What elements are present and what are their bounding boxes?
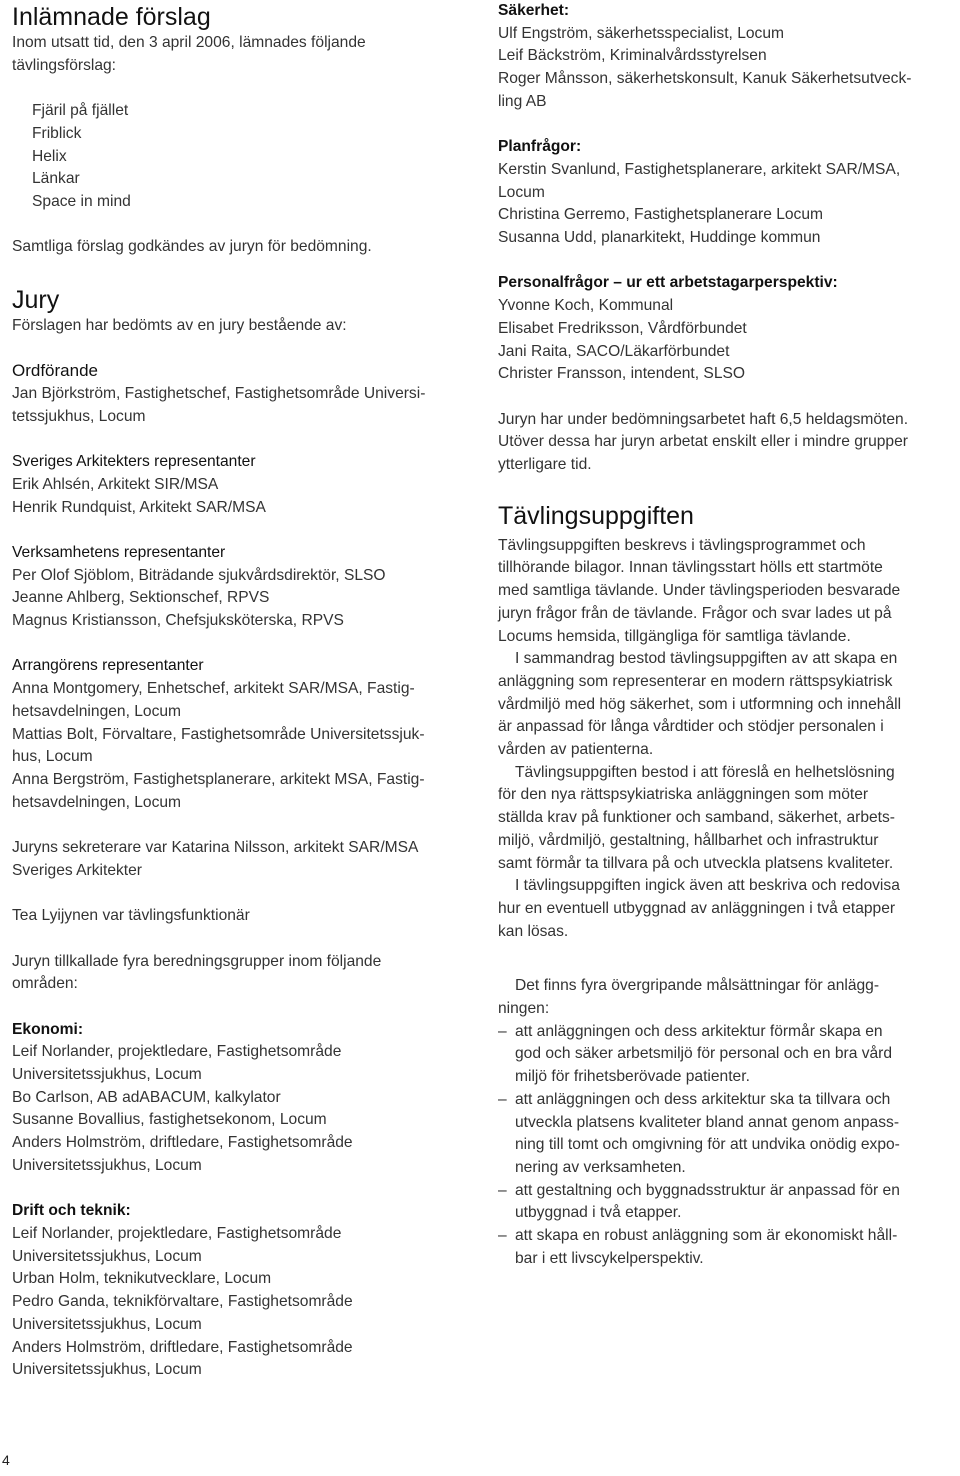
- sak-heading: Säkerhet:: [498, 2, 570, 19]
- eco-line: Anders Holmström, driftledare, Fastighetsområde: [12, 1134, 353, 1152]
- secretary-text: [12, 837, 474, 882]
- eco-list: [12, 1041, 474, 1177]
- arr-line: hus, Locum: [12, 748, 93, 766]
- sak-line: Leif Bäckström, Kriminalvårdsstyrelsen: [498, 47, 767, 65]
- arr-line: Mattias Bolt, Förvaltare, Fastighetsområde Universitetssjuk-: [12, 725, 425, 743]
- sa-list: [12, 474, 474, 519]
- task-p4-line: hur en eventuell utbyggnad av anläggningen i två etapper: [498, 899, 896, 917]
- goal-item: [498, 1089, 953, 1180]
- pers-line: Elisabet Fredriksson, Vårdförbundet: [498, 319, 747, 337]
- section-title-submitted: Inlämnade förslag: [12, 3, 211, 31]
- intro-line-2: tävlingsförslag:: [12, 56, 117, 74]
- goals-intro-line: ningen:: [498, 1000, 550, 1018]
- drift-line: Universitetssjukhus, Locum: [12, 1247, 202, 1265]
- meetings-text: [498, 409, 953, 477]
- verk-heading: Verksamhetens representanter: [12, 543, 226, 561]
- secretary-line: Sveriges Arkitekter: [12, 861, 142, 879]
- sak-line: Ulf Engström, säkerhetsspecialist, Locum: [498, 24, 784, 42]
- drift-list: [12, 1223, 474, 1382]
- groups-intro: [12, 951, 474, 996]
- task-p1-line: Tävlingsuppgiften beskrevs i tävlingsprogrammet och: [498, 536, 866, 554]
- task-p3-line: miljö, vårdmiljö, gestaltning, hållbarhet och infrastruktur: [498, 831, 879, 849]
- task-p2-line: är anpassad för långa vårdtider och stödjer personalen i: [498, 718, 884, 736]
- verk-member: Jeanne Ahlberg, Sektionschef, RPVS: [12, 589, 270, 607]
- eco-heading: Ekonomi:: [12, 1020, 84, 1038]
- verk-member: Per Olof Sjöblom, Biträdande sjukvårdsdirektör, SLSO: [12, 566, 386, 584]
- goals-list: [498, 1021, 953, 1271]
- pers-line: Yvonne Koch, Kommunal: [498, 297, 674, 315]
- sa-heading: Sveriges Arkitekters representanter: [12, 453, 256, 471]
- goal-line: utbyggnad i två etapper.: [515, 1204, 682, 1222]
- task-paragraph-4: [498, 875, 953, 943]
- page-number: 4: [2, 1452, 10, 1468]
- arr-line: Anna Bergström, Fastighetsplanerare, arkitekt MSA, Fastig-: [12, 771, 425, 788]
- meetings-line: Juryn har under bedömningsarbetet haft 6,5 heldagsmöten.: [498, 410, 909, 428]
- drift-heading: Drift och teknik:: [12, 1202, 131, 1220]
- meetings-line: Utöver dessa har juryn arbetat enskilt eller i mindre grupper: [498, 433, 908, 451]
- plan-list: [498, 159, 953, 250]
- goal-item: [498, 1225, 953, 1270]
- goal-line: nering av verksamheten.: [515, 1159, 686, 1176]
- section-title-task: Tävlingsuppgiften: [498, 501, 694, 530]
- pers-line: Christer Fransson, intendent, SLSO: [498, 365, 746, 383]
- verk-list: [12, 565, 474, 633]
- goal-line: att anläggningen och dess arkitektur ska ta tillvara och: [515, 1090, 891, 1108]
- chair-line: Jan Björkström, Fastighetschef, Fastighetsområde Universi-: [12, 385, 426, 403]
- drift-line: Universitetssjukhus, Locum: [12, 1361, 202, 1379]
- plan-line: Christina Gerremo, Fastighetsplanerare Locum: [498, 206, 824, 224]
- task-p3-line: samt förmår ta tillvara på och utveckla platsens kvaliteter.: [498, 854, 894, 872]
- eco-line: Universitetssjukhus, Locum: [12, 1156, 202, 1174]
- goal-line: att gestaltning och byggnadsstruktur är anpassad för en: [515, 1181, 900, 1199]
- arr-list: [12, 678, 474, 814]
- task-p4-line: kan lösas.: [498, 922, 569, 940]
- task-p3-line: ställda krav på funktioner och samband, säkerhet, arbets-: [498, 809, 895, 827]
- drift-line: Pedro Ganda, teknikförvaltare, Fastighetsområde: [12, 1293, 353, 1311]
- sak-line: Roger Månsson, säkerhetskonsult, Kanuk Säkerhetsutveck-: [498, 70, 912, 88]
- dash-marker: –: [498, 1181, 507, 1199]
- left-column: [12, 0, 474, 1382]
- goal-line: ning till tomt och omgivning för att undvika onödig expo-: [515, 1136, 900, 1154]
- functionary-text: [12, 905, 474, 928]
- goal-line: att skapa en robust anläggning som är ekonomiskt håll-: [515, 1227, 898, 1245]
- proposal-list: [12, 100, 474, 214]
- eco-line: Universitetssjukhus, Locum: [12, 1066, 202, 1084]
- verk-member: Magnus Kristiansson, Chefsjuksköterska, RPVS: [12, 612, 344, 630]
- jury-intro: [12, 315, 474, 338]
- goal-item: [498, 1021, 953, 1089]
- arr-line: hetsavdelningen, Locum: [12, 793, 182, 811]
- task-p1-line: Locums hemsida, tillgängliga för samtliga tävlande.: [498, 627, 851, 645]
- dash-marker: –: [498, 1227, 507, 1245]
- dash-marker: –: [498, 1022, 507, 1040]
- sak-line: ling AB: [498, 92, 547, 110]
- intro-line-1: Inom utsatt tid, den 3 april 2006, lämnades följande: [12, 34, 366, 51]
- goal-line: bar i ett livscykelperspektiv.: [515, 1249, 704, 1267]
- sa-member: Erik Ahlsén, Arkitekt SIR/MSA: [12, 475, 219, 493]
- goals-intro: [498, 975, 953, 1020]
- drift-line: Anders Holmström, driftledare, Fastighetsområde: [12, 1338, 353, 1356]
- proposal-item: Fjäril på fjället: [32, 102, 129, 120]
- task-paragraph-1: [498, 535, 953, 649]
- pers-list: [498, 295, 953, 386]
- section-title-jury: Jury: [12, 286, 60, 314]
- arr-heading: Arrangörens representanter: [12, 657, 204, 675]
- pers-line: Jani Raita, SACO/Läkarförbundet: [498, 342, 730, 360]
- chair-text: [12, 383, 474, 428]
- goal-line: utveckla platsens kvaliteter bland annat genom anpass-: [515, 1113, 900, 1131]
- plan-heading: Planfrågor:: [498, 138, 582, 156]
- task-p1-line: juryn frågor från de tävlande. Frågor och svar lades ut på: [498, 604, 892, 622]
- goal-line: miljö för frihetsberövade patienter.: [515, 1068, 750, 1086]
- sa-member: Henrik Rundquist, Arkitekt SAR/MSA: [12, 498, 266, 516]
- arr-line: hetsavdelningen, Locum: [12, 702, 182, 720]
- right-column: [498, 0, 953, 1271]
- plan-line: Kerstin Svanlund, Fastighetsplanerare, arkitekt SAR/MSA,: [498, 160, 901, 178]
- proposal-item: Länkar: [32, 170, 80, 188]
- task-p3-line: för den nya rättspsykiatriska anläggningen som möter: [498, 786, 869, 804]
- goal-line: att anläggningen och dess arkitektur förmår skapa en: [515, 1022, 883, 1040]
- task-p1-line: med samtliga tävlande. Under tävlingsperioden besvarade: [498, 582, 901, 600]
- dash-marker: –: [498, 1090, 507, 1108]
- chair-line: tetssjukhus, Locum: [12, 407, 146, 425]
- sak-list: [498, 23, 953, 114]
- jury-intro-line: Förslagen har bedömts av en jury bestående av:: [12, 317, 347, 334]
- proposal-item: Space in mind: [32, 192, 131, 210]
- groups-intro-line: områden:: [12, 975, 78, 993]
- plan-line: Locum: [498, 183, 545, 201]
- approved-text: [12, 236, 474, 259]
- plan-line: Susanna Udd, planarkitekt, Huddinge kommun: [498, 229, 821, 247]
- arr-line: Anna Montgomery, Enhetschef, arkitekt SAR/MSA, Fastig-: [12, 680, 415, 698]
- eco-line: Bo Carlson, AB adABACUM, kalkylator: [12, 1088, 281, 1106]
- task-paragraph-3: [498, 762, 953, 876]
- drift-line: Urban Holm, teknikutvecklare, Locum: [12, 1270, 272, 1288]
- pers-heading: Personalfrågor – ur ett arbetstagarperspektiv:: [498, 274, 838, 292]
- meetings-line: ytterligare tid.: [498, 456, 592, 474]
- groups-intro-line: Juryn tillkallade fyra beredningsgrupper inom följande: [12, 952, 382, 970]
- drift-line: Universitetssjukhus, Locum: [12, 1315, 202, 1333]
- functionary-line: Tea Lyijynen var tävlingsfunktionär: [12, 907, 250, 925]
- task-p3-line: Tävlingsuppgiften bestod i att föreslå en helhetslösning: [515, 763, 895, 781]
- task-p2-line: vårdmiljö med hög säkerhet, som i utformning och innehåll: [498, 695, 902, 713]
- goal-item: [498, 1180, 953, 1225]
- eco-line: Susanne Bovallius, fastighetsekonom, Locum: [12, 1111, 327, 1129]
- proposal-item: Helix: [32, 147, 67, 165]
- task-p2-line: vården av patienterna.: [498, 741, 654, 759]
- approved-line: Samtliga förslag godkändes av juryn för bedömning.: [12, 238, 372, 256]
- goals-intro-line: Det finns fyra övergripande målsättningar för anlägg-: [515, 977, 880, 995]
- eco-line: Leif Norlander, projektledare, Fastighetsområde: [12, 1043, 342, 1061]
- goal-line: god och säker arbetsmiljö för personal och en bra vård: [515, 1045, 893, 1063]
- secretary-line: Juryns sekreterare var Katarina Nilsson, arkitekt SAR/MSA: [12, 839, 419, 857]
- drift-line: Leif Norlander, projektledare, Fastighetsområde: [12, 1224, 342, 1242]
- task-p2-line: anläggning som representerar en modern rättspsykiatrisk: [498, 672, 893, 690]
- intro-text: [12, 32, 474, 77]
- task-p2-line: I sammandrag bestod tävlingsuppgiften av att skapa en: [515, 650, 898, 668]
- proposal-item: Friblick: [32, 124, 82, 142]
- task-p4-line: I tävlingsuppgiften ingick även att beskriva och redovisa: [515, 877, 900, 895]
- chair-heading: Ordförande: [12, 361, 98, 381]
- task-p1-line: tillhörande bilagor. Innan tävlingsstart hölls ett startmöte: [498, 559, 883, 577]
- task-paragraph-2: [498, 648, 953, 762]
